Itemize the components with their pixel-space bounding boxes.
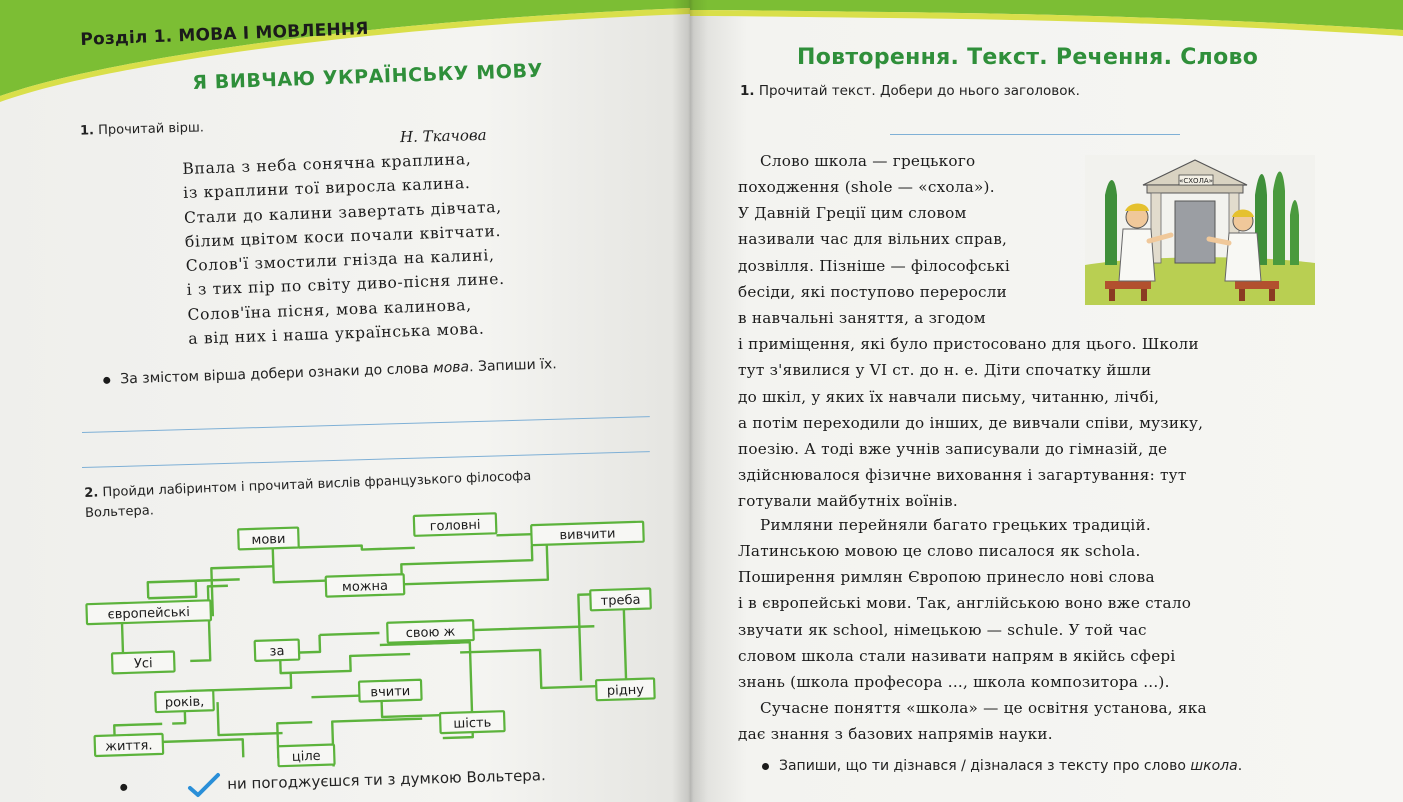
book-spine <box>672 0 708 802</box>
task-text: Прочитай вірш. <box>97 120 205 139</box>
poem-line: і з тих пір по світу диво-пісня лине. <box>186 270 506 300</box>
poem-line: Впала з неба сонячна краплина, <box>182 149 472 178</box>
text-line: поезію. А тоді вже учнів записували до гімназій, де <box>738 440 1168 459</box>
right-task-1-instruction: Запиши, що ти дізнався / дізналася з тексту про слово школа. <box>762 758 1242 774</box>
task-number: 1. <box>79 123 95 139</box>
paragraph-3 <box>738 721 1053 747</box>
text-line: а потім переходили до інших, де вивчали співи, музику, <box>738 413 1204 432</box>
text-line: Слово школа — грецького <box>760 152 976 170</box>
poem <box>182 146 507 351</box>
word-maze <box>80 505 680 795</box>
text-line: в навчальні заняття, а згодом <box>738 309 986 328</box>
poem-author: Н. Ткачова <box>399 125 487 147</box>
text-line: знань (школа професора ..., школа композитора ...). <box>738 673 1170 692</box>
illustration-sign: «СХОЛА» <box>1179 177 1213 185</box>
maze-word: мови <box>251 531 286 548</box>
task-2-question: ни погоджуєшся ти з думкою Вольтера. <box>120 766 546 796</box>
task-number: 1. <box>740 83 755 99</box>
text-line: дозвілля. Пізніше — філософські <box>738 256 1010 275</box>
lesson-title: Я ВИВЧАЮ УКРАЇНСЬКУ МОВУ <box>192 59 544 94</box>
paragraph-2-first <box>760 512 1151 538</box>
text-line: Латинською мовою це слово писалося як schola. <box>738 542 1141 560</box>
header-band-left <box>0 0 690 110</box>
maze-word: головні <box>429 517 481 535</box>
task-1-heading <box>80 120 204 138</box>
text-line: Поширення римлян Європою принесло нові слова <box>738 568 1155 587</box>
section-title: Розділ 1. МОВА І МОВЛЕННЯ <box>80 18 369 50</box>
task-1-instruction: За змістом вірша добери ознаки до слова мова. Запиши їх. <box>103 356 557 388</box>
maze-word: життя. <box>105 738 153 755</box>
paragraph-1 <box>738 174 1203 515</box>
bullet-dot <box>103 376 110 383</box>
poem-line: Солов'ї змостили гнізда на калині, <box>185 246 495 276</box>
page-title: Повторення. Текст. Речення. Слово <box>797 45 1259 70</box>
text-line: Римляни перейняли багато грецьких традицій. <box>760 516 1151 534</box>
left-page <box>0 0 690 802</box>
key-word: мова <box>432 359 470 377</box>
text-line: і в європейські мови. Так, англійською воно вже стало <box>738 594 1192 613</box>
text-line: називали час для вільних справ, <box>738 230 1008 249</box>
task-number: 2. <box>84 485 99 501</box>
maze-word: вчити <box>370 684 411 701</box>
text-line: здійснювалося фізичне виховання і загартування: тут <box>738 466 1187 485</box>
right-task-1-heading <box>740 83 1080 99</box>
maze-word: шість <box>453 715 492 732</box>
poem-line: Стали до калини завертать дівчата, <box>183 197 503 227</box>
paragraph-3-first <box>760 695 1207 721</box>
paragraph-2 <box>738 538 1191 695</box>
text-line: У Давній Греції цим словом <box>738 204 967 223</box>
maze-word: років, <box>164 694 205 711</box>
poem-line: Солов'їна пісня, мова калинова, <box>187 295 473 324</box>
text-line: бесіди, які поступово переросли <box>738 282 1007 301</box>
maze-word: вивчити <box>559 526 616 544</box>
task-text-continued: Вольтера. <box>84 503 155 521</box>
task-text: Прочитай текст. Добери до нього заголовок. <box>758 83 1080 99</box>
answer-line-2[interactable] <box>82 451 650 468</box>
poem-line: а від них і наша українська мова. <box>188 319 485 348</box>
key-word: школа <box>1190 758 1238 774</box>
maze-word: можна <box>341 578 389 596</box>
text-line: походження (shole — «схола»). <box>738 178 995 196</box>
text-line: звучати як school, німецькою — schule. У той час <box>738 620 1147 639</box>
maze-word: за <box>269 644 285 660</box>
poem-line: із краплини тої виросла калина. <box>182 174 471 203</box>
text-line: до шкіл, у яких їх навчали письму, читанню, лічбі, <box>738 387 1160 406</box>
text-line: готували майбутніх воїнів. <box>738 492 958 511</box>
task-text: Пройди лабіринтом і прочитай вислів французького філософа <box>102 468 532 501</box>
maze-word: рідну <box>606 682 645 699</box>
maze-word: ціле <box>291 748 321 765</box>
maze-word: свою ж <box>405 624 456 642</box>
text-line: словом школа стали називати напрям в якійсь сфері <box>738 646 1176 665</box>
check-mark-icon <box>186 772 222 798</box>
title-answer-line[interactable] <box>890 134 1180 135</box>
text-line: Сучасне поняття «школа» — це освітня установа, яка <box>760 699 1207 717</box>
bullet-dot <box>120 784 127 791</box>
text-line: тут з'явилися у VI ст. до н. е. Діти спочатку йшли <box>738 361 1152 380</box>
answer-line-1[interactable] <box>82 416 650 433</box>
maze-word: треба <box>600 592 641 610</box>
maze-word: Усі <box>133 656 153 672</box>
text-line: дає знання з базових напрямів науки. <box>738 725 1053 743</box>
bullet-dot <box>762 763 769 770</box>
paragraph-1-wrapped <box>760 148 975 174</box>
text-line: і приміщення, які було пристосовано для цього. Школи <box>738 335 1199 354</box>
maze-word: європейські <box>107 604 191 623</box>
poem-line: білим цвітом коси почали квітчати. <box>184 221 502 251</box>
